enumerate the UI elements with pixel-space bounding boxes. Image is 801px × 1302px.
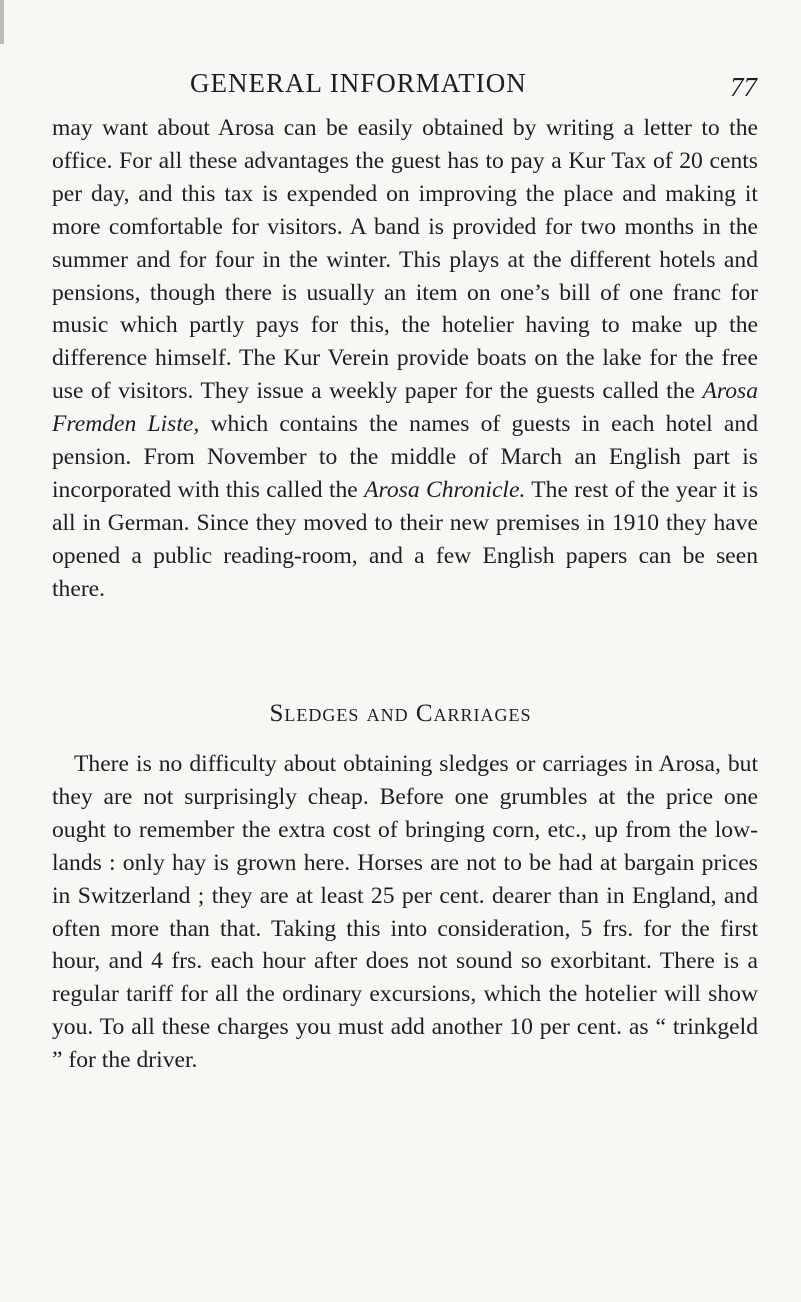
paragraph-kur-tax-text-3: The rest of the year it is all in German. Since they moved to their new premises in 1910 they have opened a public reading-room, and a few English papers can be seen there.	[52, 476, 758, 602]
paragraph-kur-tax	[52, 112, 758, 606]
title-arosa-chronicle: Arosa Chronicle.	[364, 476, 526, 503]
running-title: GENERAL INFORMATION	[190, 68, 527, 98]
page-number: 77	[730, 72, 757, 102]
paragraph-sledges-carriages: There is no difficulty about obtaining sledges or carriages in Arosa, but they are not surprisingly cheap. Before one grumbles at the price one ought to remember the extra cost of bringing corn, etc., up from the low-lands : only hay is grown here. Horses are not to be had at bargain prices in Switzerland ; they are at least 25 per cent. dearer than in England, and often more than that. Taking this into consideration, 5 frs. for the first hour, and 4 frs. each hour after does not sound so exorbitant. There is a regular tariff for all the ordinary excursions, which the hotelier will show you. To all these charges you must add another 10 per cent. as “ trinkgeld ” for the driver.	[52, 751, 758, 1074]
scan-edge-mark	[0, 0, 4, 44]
paragraph-kur-tax-text-1: may want about Arosa can be easily obtained by writing a letter to the office. For all these advantages the guest has to pay a Kur Tax of 20 cents per day, and this tax is expended on improving the place and making it more comfortable for visitors. A band is provided for two months in the summer and for four in the winter. This plays at the different hotels and pensions, though there is usually an item on one’s bill of one franc for music which partly pays for this, the hotelier having to make up the difference himself. The Kur Verein provide boats on the lake for the free use of visitors. They issue a weekly paper for the guests called the	[52, 115, 758, 405]
paragraph-kur-tax-text-2: which contains the names of guests in each hotel and pension. From November to the middle of March an English part is incorporated with this called the	[52, 411, 758, 503]
section-heading-sledges: Sledges and Carriages	[269, 700, 532, 727]
title-arosa-fremden-liste: Arosa Fremden Liste,	[52, 378, 758, 438]
